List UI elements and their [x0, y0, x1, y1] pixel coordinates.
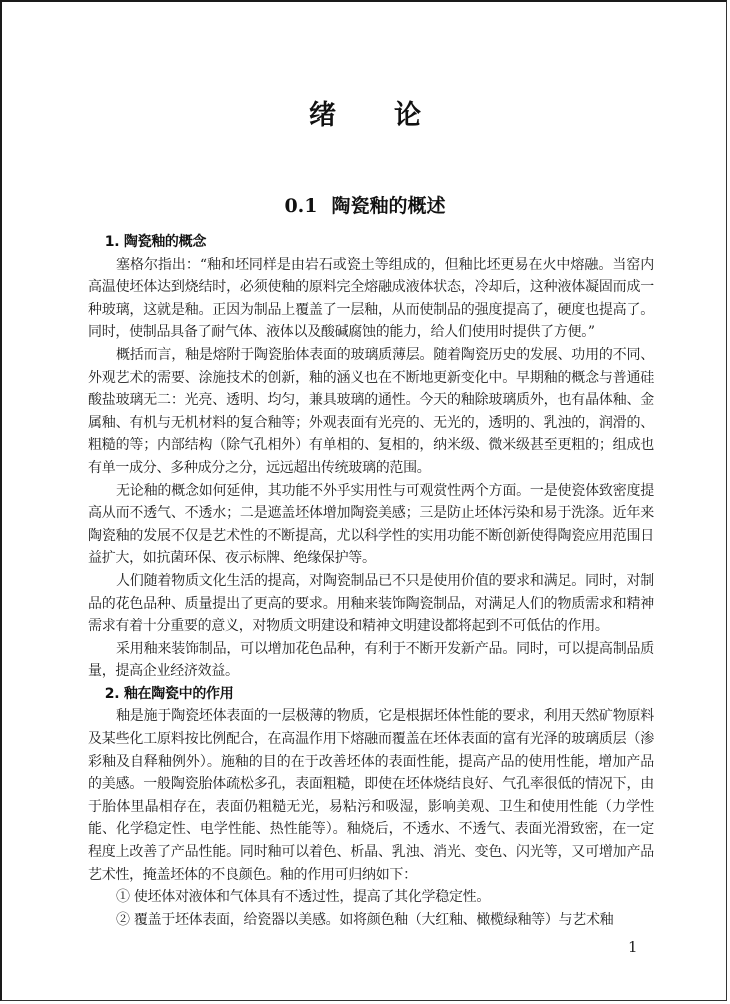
paragraph: 采用釉来装饰制品，可以增加花色品种，有利于不断开发新产品。同时，可以提高制品质量，提高企业经济效益。: [88, 640, 654, 680]
subsection-heading: 1. 陶瓷釉的概念: [104, 234, 207, 250]
paragraph: 概括而言，釉是熔附于陶瓷胎体表面的玻璃质薄层。随着陶瓷历史的发展、功用的不同、外观艺术的需要、涂施技术的创新，釉的涵义也在不断地更新变化中。早期釉的概念与普通硅酸盐玻璃无二：光亮、透明、均匀，兼具玻璃的通性。今天的釉除玻璃质外，也有晶体釉、金属釉、有机与无机材料的复合釉等；外观表面有光亮的、无光的，透明的、乳浊的，润滑的、粗糙的等；内部结构（除气孔相外）有单相的、复相的，纳米级、微米级甚至更粗的；组成也有单一成分、多种成分之分，远远超出传统玻璃的范围。: [88, 346, 654, 476]
chapter-title-char-2: 论: [394, 100, 421, 131]
page-number: 1: [628, 938, 638, 957]
chapter-title-char-1: 绪: [309, 100, 336, 131]
paragraph: 釉是施于陶瓷坯体表面的一层极薄的物质，它是根据坯体性能的要求，利用天然矿物原料及某些化工原料按比例配合，在高温作用下熔融而覆盖在坯体表面的富有光泽的玻璃质层（渗彩釉及自释釉例外）。施釉的目的在于改善坯体的表面性能，提高产品的使用性能，增加产品的美感。一般陶瓷胎体疏松多孔，表面粗糙，即使在坯体烧结良好、气孔率很低的情况下，由于胎体里晶相存在，表面仍粗糙无光，易粘污和吸湿，影响美观、卫生和使用性能（力学性能、化学稳定性、电学性能、热性能等）。釉烧后，不透水、不透气、表面光滑致密，在一定程度上改善了产品性能。同时釉可以着色、析晶、乳浊、消光、变色、闪光等，又可增加产品艺术性，掩盖坯体的不良颜色。釉的作用可归纳如下：: [88, 708, 654, 883]
list-item: ② 覆盖于坯体表面，给瓷器以美感。如将颜色釉（大红釉、橄榄绿釉等）与艺术釉: [116, 911, 614, 928]
paragraph: 塞格尔指出：“釉和坯同样是由岩石或瓷土等组成的，但釉比坯更易在火中熔融。当窑内高温使坯体达到烧结时，必须使釉的原料完全熔融成液体状态，冷却后，这种液体凝固而成一种玻璃，这就是釉。正因为制品上覆盖了一层釉，从而使制品的强度提高了，硬度也提高了。同时，使制品具备了耐气体、液体以及酸碱腐蚀的能力，给人们使用时提供了方便。”: [88, 256, 654, 341]
list-item: ① 使坯体对液体和气体具有不透过性，提高了其化学稳定性。: [116, 889, 491, 906]
body-text: [88, 231, 654, 931]
section-number: 0.1: [284, 195, 318, 217]
paragraph: 人们随着物质文化生活的提高，对陶瓷制品已不只是使用价值的要求和满足。同时，对制品的花色品种、质量提出了更高的要求。用釉来装饰陶瓷制品，对满足人们的物质需求和精神需求有着十分重要的意义，对物质文明建设和精神文明建设都将起到不可低估的作用。: [88, 572, 654, 635]
paragraph: 无论釉的概念如何延伸，其功能不外乎实用性与可观赏性两个方面。一是使瓷体致密度提高从而不透气、不透水；二是遮盖坯体增加陶瓷美感；三是防止坯体污染和易于洗涤。近年来陶瓷釉的发展不仅是艺术性的不断提高，尤以科学性的实用功能不断创新使得陶瓷应用范围日益扩大，如抗菌环保、夜示标牌、绝缘保护等。: [88, 482, 654, 567]
chapter-title: [0, 96, 730, 136]
section-heading: [0, 193, 730, 219]
section-title: 陶瓷釉的概述: [331, 195, 446, 217]
subsection-heading: 2. 釉在陶瓷中的作用: [104, 685, 234, 702]
